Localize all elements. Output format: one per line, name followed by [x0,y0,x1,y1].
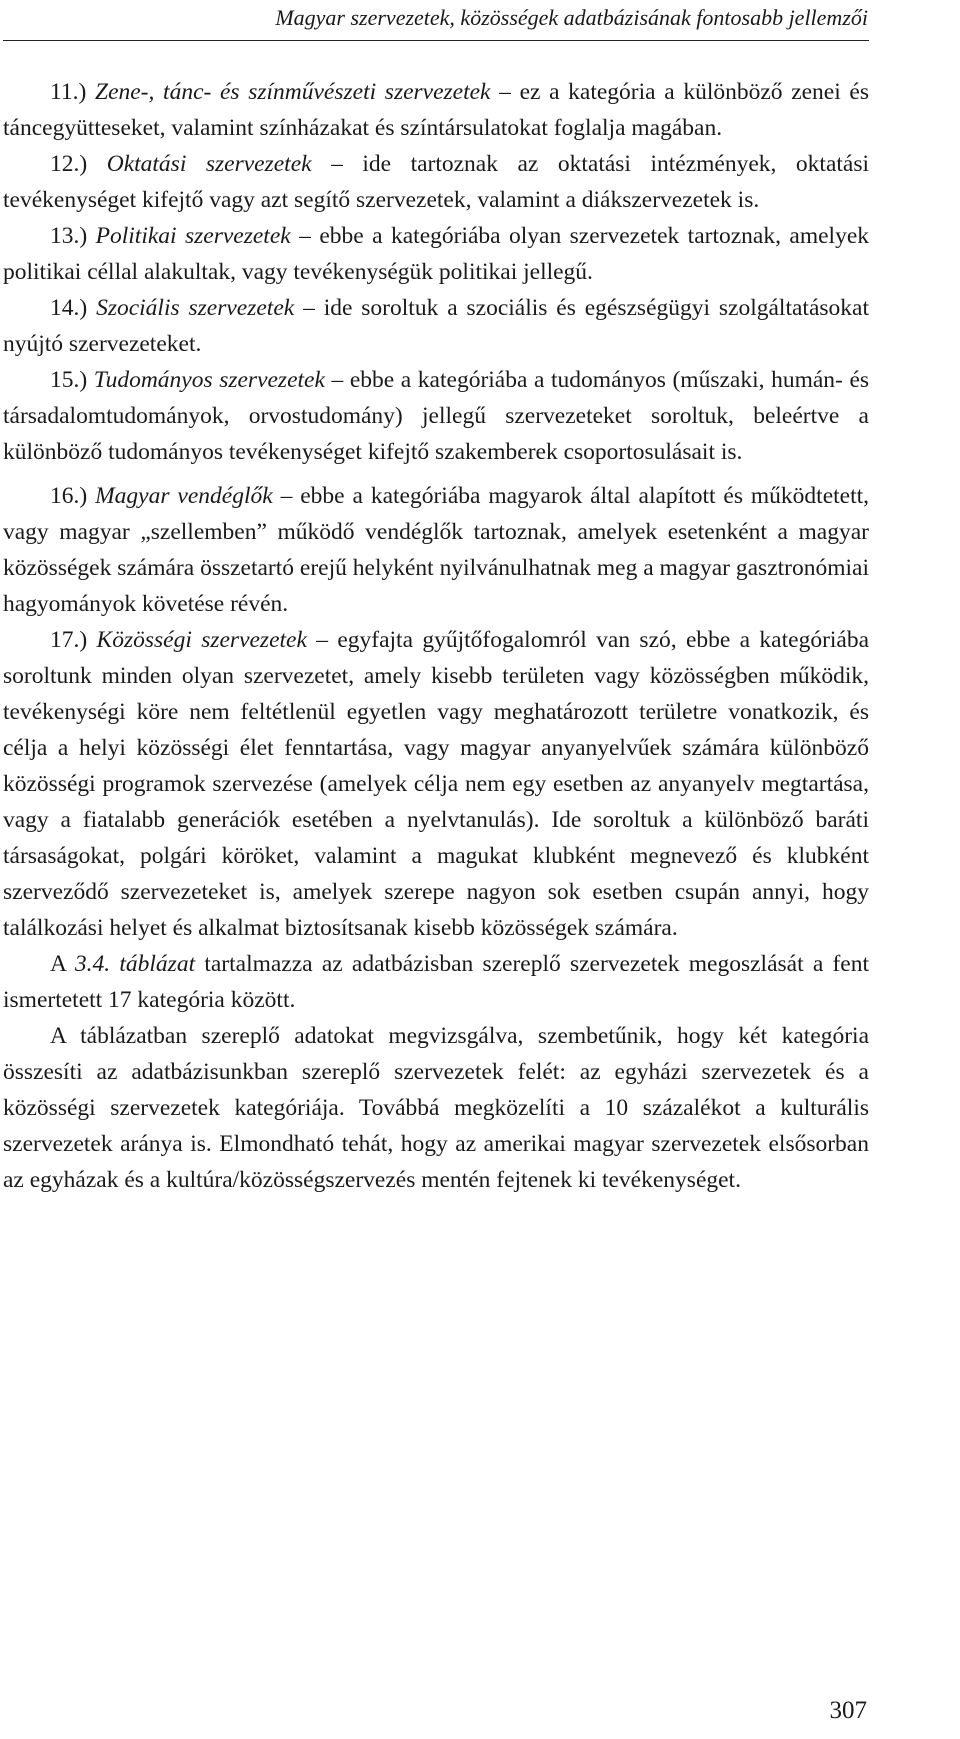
category-title: Oktatási szervezetek [106,151,312,177]
category-paragraph-12 [3,146,869,218]
category-dash: – [280,483,293,509]
category-number: 16.) [50,483,88,509]
body-text [3,74,869,1198]
category-paragraph-13 [3,218,869,290]
category-number: 13.) [50,223,88,249]
table-reference-text: tartalmazza az adatbázisban szereplő szervezetek megoszlását a fent ismertetett 17 kategória között. [3,951,870,1013]
header-rule [3,40,869,41]
category-description: ide tartoznak az oktatási intézmények, oktatási tevékenységet kifejtő vagy azt segítő szervezetek, valamint a diákszervezetek is. [3,151,870,213]
table-reference-prefix: A [50,951,66,977]
category-description: ebbe a kategóriába olyan szervezetek tartoznak, amelyek politikai céllal alakultak, vagy tevékenységük politikai jellegű. [3,223,870,285]
category-dash: – [303,295,315,321]
category-dash: – [331,151,343,177]
closing-paragraph-text: A táblázatban szereplő adatokat megvizsgálva, szembetűnik, hogy két kategória összesíti az adatbázisunkban szereplő szervezetek felét: az egyházi szervezetek és a közösségi szervezetek kategóriája. Továbbá megközelíti a 10 százalékot a kulturális szervezetek aránya is. Elmondható tehát, hogy az amerikai magyar szervezetek elsősorban az egyházak és a kultúra/közösségszervezés mentén fejtenek ki tevékenységet. [3,1023,869,1193]
category-paragraph-16 [3,478,869,622]
running-header: Magyar szervezetek, közösségek adatbázisának fontosabb jellemzői [275,5,868,30]
category-number: 17.) [50,627,88,653]
page-number: 307 [829,1697,867,1724]
category-paragraph-14 [3,290,869,362]
table-reference-paragraph [3,946,869,1018]
category-title: Szociális szervezetek [96,295,295,321]
category-number: 14.) [50,295,88,321]
category-number: 15.) [50,367,88,393]
category-paragraph-11 [3,74,869,146]
category-title: Tudományos szervezetek [93,367,325,393]
category-paragraph-17 [3,622,869,946]
category-description: ebbe a kategóriába a tudományos (műszaki, humán- és társadalomtudományok, orvostudomány) jellegű szervezeteket soroltuk, beleértve a különböző tudományos tevékenységet kifejtő szakemberek csoportosulásait is. [3,367,870,465]
closing-paragraph [3,1018,869,1198]
category-dash: – [299,223,311,249]
category-dash: – [499,79,511,105]
category-title: Zene-, tánc- és színművészeti szervezetek [95,79,491,105]
table-reference-link: 3.4. táblázat [74,951,196,977]
category-number: 11.) [50,79,87,105]
category-title: Magyar vendéglők [95,483,273,509]
category-description: ez a kategória a különböző zenei és táncegyütteseket, valamint színházakat és színtársulatokat foglalja magában. [3,79,869,141]
category-number: 12.) [50,151,88,177]
category-title: Politikai szervezetek [95,223,291,249]
category-dash: – [316,627,328,653]
category-description: ide soroltuk a szociális és egészségügyi szolgáltatásokat nyújtó szervezeteket. [3,295,869,357]
category-dash: – [331,367,344,393]
category-description: egyfajta gyűjtőfogalomról van szó, ebbe a kategóriába soroltunk minden olyan szervezetet, amely kisebb területen vagy közösségben működik, tevékenységi köre nem feltétlenül egyetlen vagy meghatározott területre vonatkozik, és célja a helyi közösségi élet fenntartása, vagy magyar anyanyelvűek számára különböző közösségi programok szervezése (amelyek célja nem egy esetben az anyanyelv megtartása, vagy a fiatalabb generációk esetében a nyelvtanulás). Ide soroltuk a különböző baráti társaságokat, polgári köröket, valamint a magukat klubként megnevező és klubként szerveződő szervezeteket is, amelyek szerepe nagyon sok esetben csupán annyi, hogy találkozási helyet és alkalmat biztosítsanak kisebb közösségek számára. [3,627,870,941]
category-title: Közösségi szervezetek [96,627,307,653]
category-paragraph-15 [3,362,869,470]
category-description: ebbe a kategóriába magyarok által alapított és működtetett, vagy magyar „szellemben” működő vendéglők tartoznak, amelyek esetenként a magyar közösségek számára összetartó erejű helyként nyilvánulhatnak meg a magyar gasztronómiai hagyományok követése révén. [3,483,870,617]
